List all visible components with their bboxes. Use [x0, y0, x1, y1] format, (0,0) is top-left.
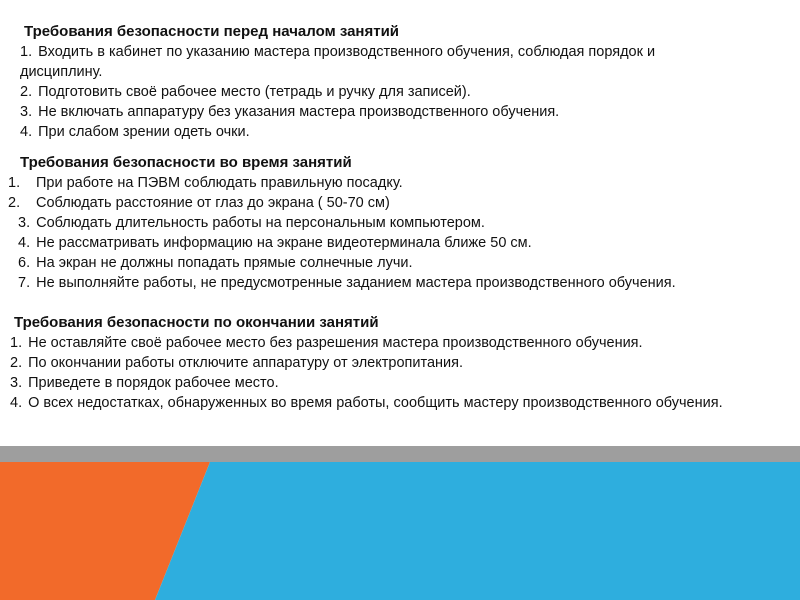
list-item: 2. По окончании работы отключите аппаратуру от электропитания.	[10, 355, 464, 371]
section-during-class	[8, 153, 748, 293]
list-item: 7. Не выполняйте работы, не предусмотренные заданием мастера производственного обучения.	[18, 275, 676, 291]
section-heading: Требования безопасности по окончании занятий	[14, 314, 379, 331]
section-after-class	[10, 313, 790, 413]
list-item: 4. При слабом зрении одеть очки.	[20, 124, 250, 140]
section-before-class	[20, 22, 710, 142]
list-item: 2. Соблюдать расстояние от глаз до экрана ( 50-70 см)	[8, 195, 390, 211]
list-item: 2. Подготовить своё рабочее место (тетрадь и ручку для записей).	[20, 84, 471, 100]
list-item: 3. Не включать аппаратуру без указания мастера производственного обучения.	[20, 104, 560, 120]
section-heading: Требования безопасности во время занятий	[20, 154, 352, 171]
orange-shape	[0, 462, 210, 600]
list-item: 1. При работе на ПЭВМ соблюдать правильную посадку.	[8, 175, 403, 191]
list-item: 4. Не рассматривать информацию на экране видеотерминала ближе 50 см.	[18, 235, 532, 251]
list-item: 1. Входить в кабинет по указанию мастера производственного обучения, соблюдая порядок и дисциплину.	[20, 44, 656, 80]
blue-shape	[155, 462, 800, 600]
gray-band	[0, 446, 800, 462]
list-item: 6. На экран не должны попадать прямые солнечные лучи.	[18, 255, 413, 271]
section-heading: Требования безопасности перед началом занятий	[24, 23, 400, 40]
list-item: 4. О всех недостатках, обнаруженных во время работы, сообщить мастеру производственного обучения.	[10, 395, 723, 411]
list-item: 3. Соблюдать длительность работы на персональным компьютером.	[18, 215, 485, 231]
list-item: 3. Приведете в порядок рабочее место.	[10, 375, 279, 391]
list-item: 1. Не оставляйте своё рабочее место без разрешения мастера производственного обучения.	[10, 335, 643, 351]
